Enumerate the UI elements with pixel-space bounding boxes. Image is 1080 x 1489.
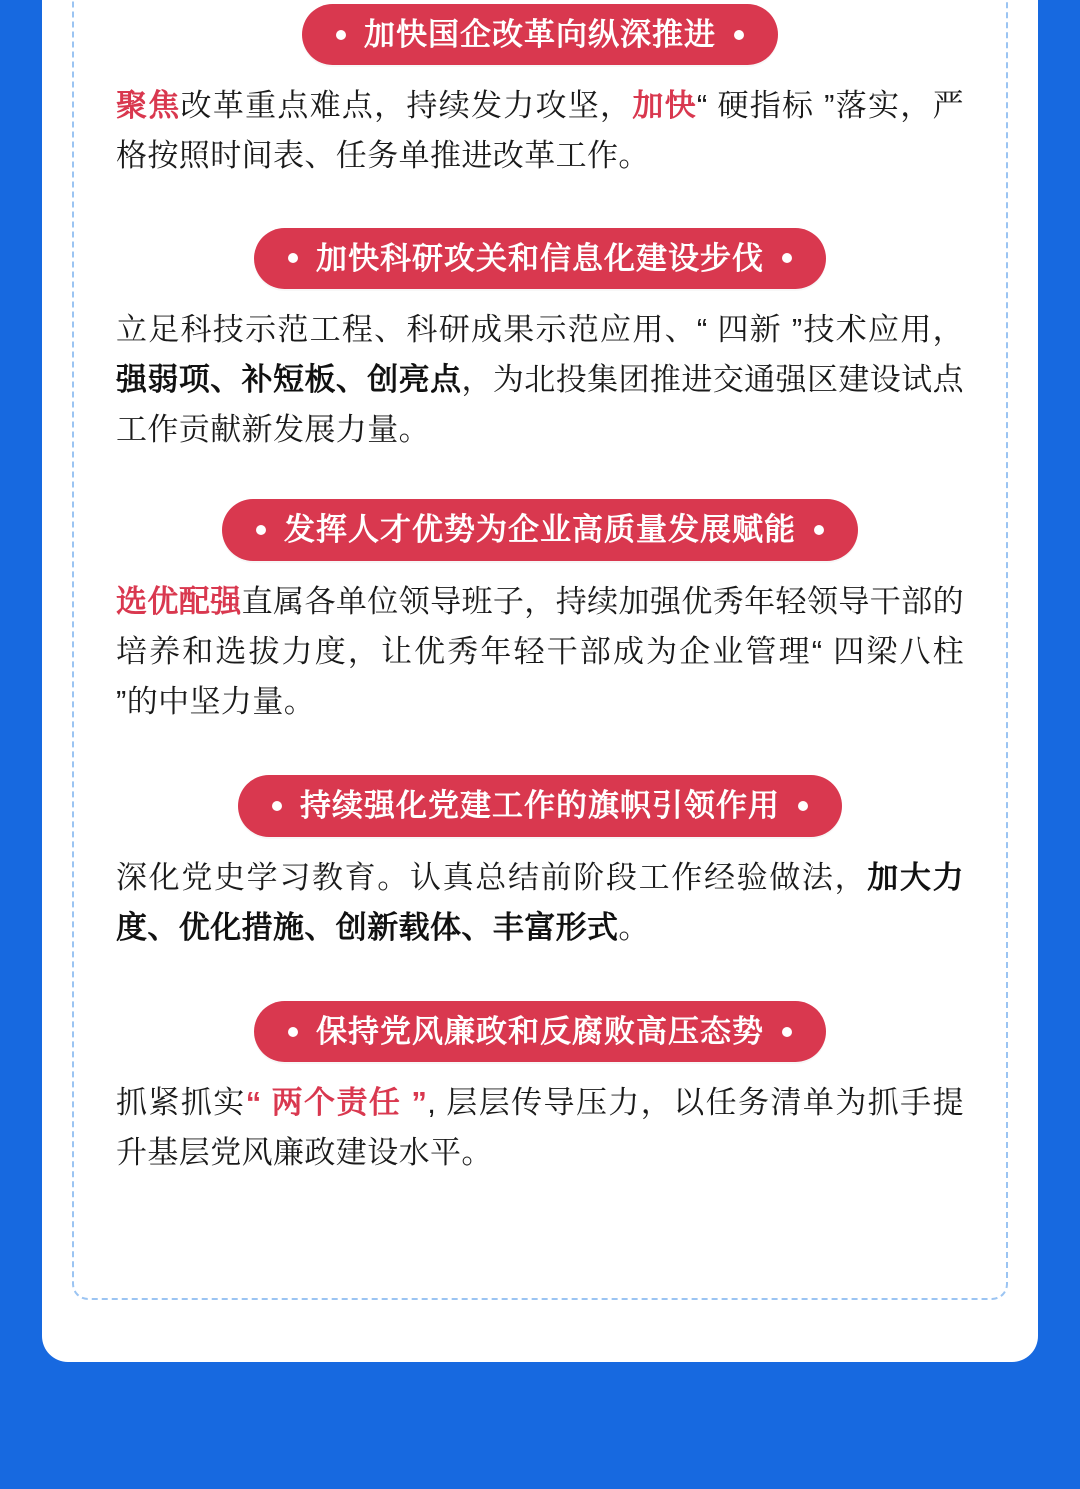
run-text: 改革重点难点，持续发力攻坚， bbox=[180, 88, 633, 124]
run-text: “ 硬指标 ”落实，严格按照时间表、任务单推进改革工作。 bbox=[116, 88, 964, 174]
section-2-paragraph bbox=[116, 305, 964, 456]
section-2-heading-label: 加快科研攻关和信息化建设步伐 bbox=[316, 240, 764, 276]
section-4-heading bbox=[238, 775, 842, 836]
section-2-heading-wrap bbox=[114, 228, 966, 289]
section-5-heading-label: 保持党风廉政和反腐败高压态势 bbox=[316, 1013, 764, 1049]
run-text: 直属各单位领导班子，持续加强优秀年轻领导干部的培养和选拔力度，让优秀年轻干部成为企业管理“ 四梁八柱 ”的中坚力量。 bbox=[116, 583, 964, 720]
section-3-paragraph bbox=[116, 577, 964, 728]
bullet-dot-icon bbox=[336, 30, 346, 40]
section-4-heading-label: 持续强化党建工作的旗帜引领作用 bbox=[300, 788, 780, 824]
run-text: “ 两个责任 ” bbox=[245, 1085, 428, 1121]
section-5 bbox=[114, 1001, 966, 1179]
section-1-heading-label: 加快国企改革向纵深推进 bbox=[364, 17, 716, 52]
section-1-heading-wrap bbox=[114, 4, 966, 65]
section-5-paragraph bbox=[116, 1078, 964, 1178]
bullet-dot-icon bbox=[288, 253, 298, 263]
run-text: 深化党史学习教育。认真总结前阶段工作经验做法， bbox=[116, 859, 868, 895]
run-text: 立足科技示范工程、科研成果示范应用、“ 四新 ”技术应用， bbox=[116, 311, 964, 347]
section-1 bbox=[114, 4, 966, 182]
section-5-heading-wrap bbox=[114, 1001, 966, 1062]
run-text: 强弱项、补短板、创亮点 bbox=[116, 362, 462, 398]
run-text: 抓紧抓实 bbox=[116, 1085, 246, 1121]
section-4 bbox=[114, 775, 966, 953]
bullet-dot-icon bbox=[288, 1027, 298, 1037]
run-text: ，为北投集团推进交通强区建设试点工作贡献新发展力量。 bbox=[116, 362, 964, 448]
section-4-paragraph bbox=[116, 853, 964, 953]
bullet-dot-icon bbox=[256, 525, 266, 535]
run-text: 加快 bbox=[632, 88, 697, 124]
section-2-heading bbox=[254, 228, 826, 289]
section-3 bbox=[114, 499, 966, 727]
run-text: , 层层传导压力，以任务清单为抓手提升基层党风廉政建设水平。 bbox=[116, 1085, 964, 1171]
bullet-dot-icon bbox=[782, 1027, 792, 1037]
section-2 bbox=[114, 228, 966, 456]
bullet-dot-icon bbox=[734, 30, 744, 40]
bullet-dot-icon bbox=[782, 253, 792, 263]
bullet-dot-icon bbox=[814, 525, 824, 535]
section-1-paragraph bbox=[116, 81, 964, 181]
run-text: 。 bbox=[618, 909, 650, 945]
bullet-dot-icon bbox=[272, 801, 282, 811]
bullet-dot-icon bbox=[798, 801, 808, 811]
section-3-heading-label: 发挥人才优势为企业高质量发展赋能 bbox=[284, 512, 796, 548]
section-1-heading bbox=[302, 4, 778, 65]
section-3-heading bbox=[222, 499, 858, 560]
section-5-heading bbox=[254, 1001, 826, 1062]
run-text: 加大力度、优化措施、创新载体、丰富形式 bbox=[116, 859, 964, 945]
run-text: 选优配强 bbox=[116, 583, 242, 619]
section-4-heading-wrap bbox=[114, 775, 966, 836]
sections-container bbox=[114, 0, 966, 1189]
content-card bbox=[42, 0, 1038, 1362]
run-text: 聚焦 bbox=[116, 88, 181, 124]
section-3-heading-wrap bbox=[114, 499, 966, 560]
